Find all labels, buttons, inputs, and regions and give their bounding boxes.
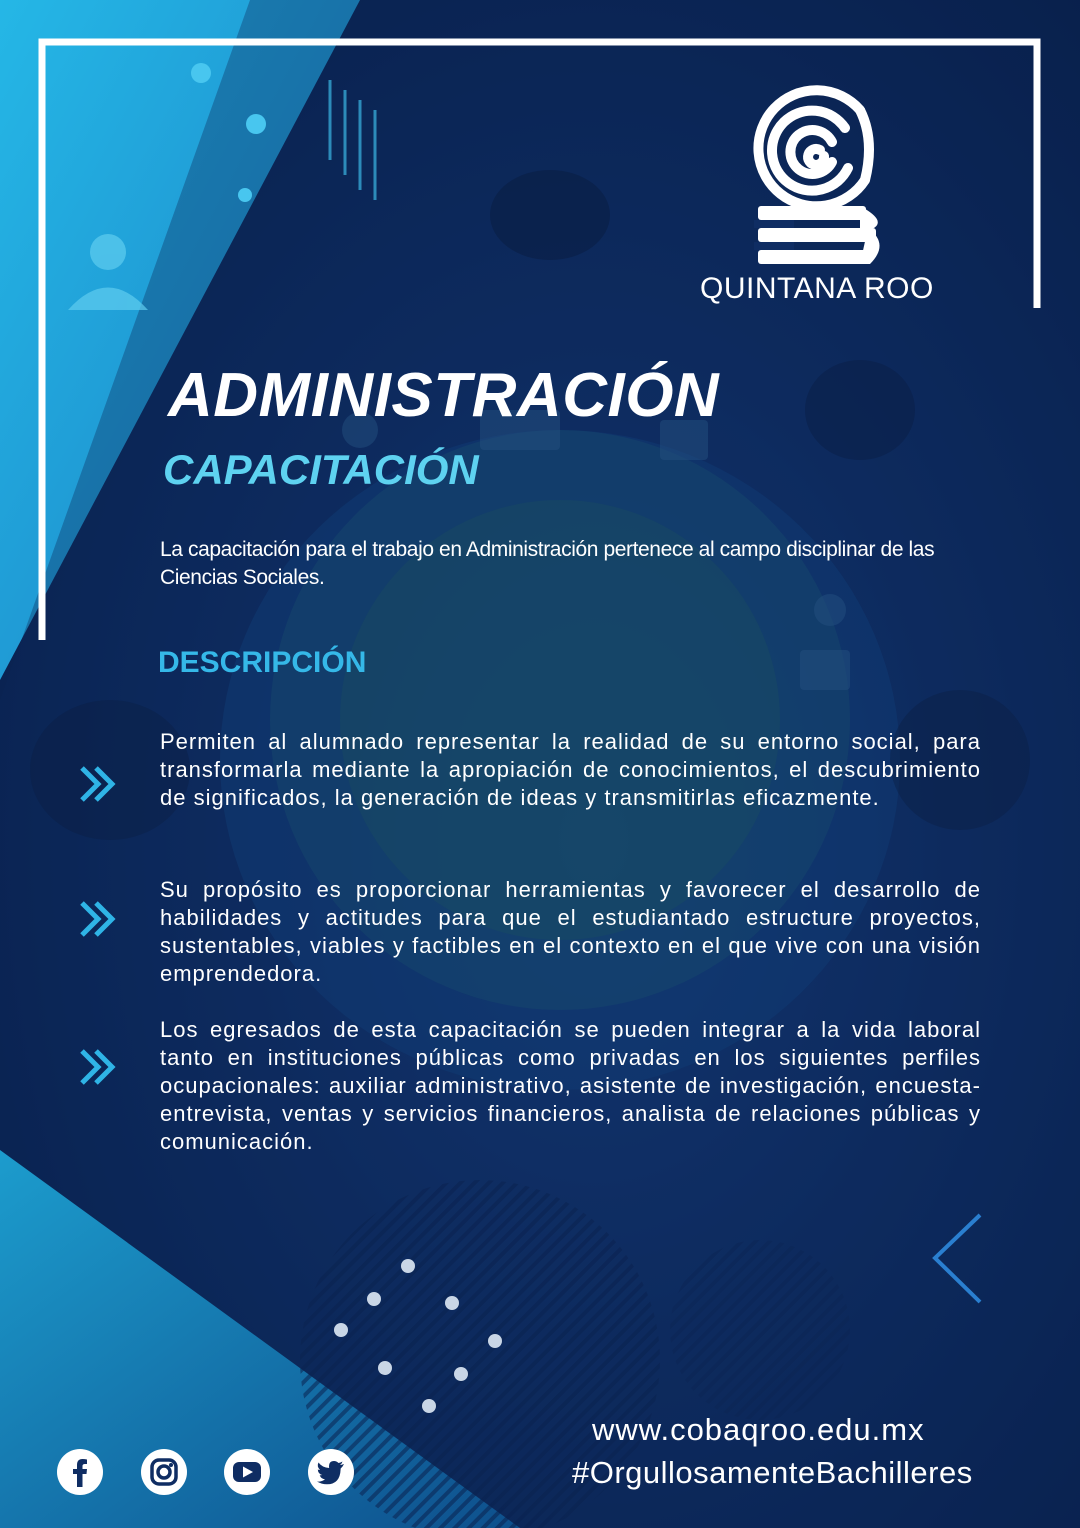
cobaq-spiral-logo-icon (740, 80, 900, 270)
page-subtitle: CAPACITACIÓN (163, 446, 479, 493)
website-link[interactable]: www.cobaqroo.edu.mx (592, 1412, 925, 1447)
org-name: QUINTANA ROO (700, 272, 934, 305)
double-chevron-icon (78, 899, 118, 939)
facebook-icon[interactable] (55, 1447, 105, 1497)
double-chevron-icon (78, 1047, 118, 1087)
description-paragraph-2: Su propósito es proporcionar herramientas y favorecer el desarrollo de habilidades y actitudes para que el estudiantado estructure proyectos, sustentables, viables y factibles en el contexto en el que vive con una visión emprendedora. (160, 877, 981, 986)
description-paragraph-1: Permiten al alumnado representar la realidad de su entorno social, para transformarla mediante la apropiación de conocimientos, el descubrimiento de significados, la generación de ideas y transmitirlas eficazmente. (160, 729, 981, 810)
description-paragraph-3: Los egresados de esta capacitación se pueden integrar a la vida laboral tanto en instituciones públicas como privadas en los siguientes perfiles ocupacionales: auxiliar administrativo, asistente de investigación, encuesta-entrevista, ventas y servicios financieros, analista de relaciones públicas y comunicación. (160, 1017, 981, 1154)
hashtag-text: #OrgullosamenteBachilleres (572, 1455, 973, 1490)
double-chevron-icon (78, 764, 118, 804)
youtube-icon[interactable] (222, 1447, 272, 1497)
twitter-icon[interactable] (306, 1447, 356, 1497)
page-title: ADMINISTRACIÓN (168, 361, 720, 430)
instagram-icon[interactable] (139, 1447, 189, 1497)
section-heading-description: DESCRIPCIÓN (158, 646, 367, 679)
intro-text: La capacitación para el trabajo en Administración pertenece al campo disciplinar de las Ciencias Sociales. (160, 538, 935, 589)
